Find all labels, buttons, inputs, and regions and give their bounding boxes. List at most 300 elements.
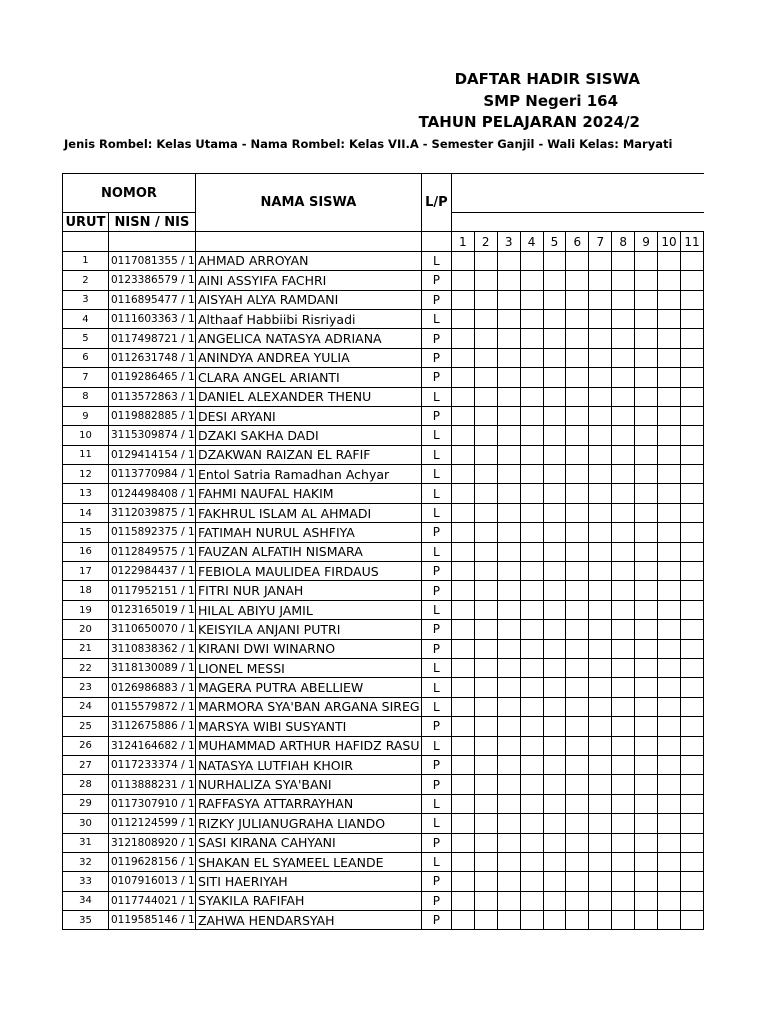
attendance-cell[interactable] xyxy=(474,697,497,716)
attendance-cell[interactable] xyxy=(474,620,497,639)
attendance-cell[interactable] xyxy=(658,368,681,387)
attendance-cell[interactable] xyxy=(658,911,681,930)
attendance-cell[interactable] xyxy=(680,368,703,387)
attendance-cell[interactable] xyxy=(658,639,681,658)
attendance-cell[interactable] xyxy=(658,658,681,677)
attendance-cell[interactable] xyxy=(520,620,543,639)
attendance-cell[interactable] xyxy=(635,271,658,290)
attendance-cell[interactable] xyxy=(635,639,658,658)
attendance-cell[interactable] xyxy=(635,911,658,930)
attendance-cell[interactable] xyxy=(451,562,474,581)
attendance-cell[interactable] xyxy=(566,794,589,813)
attendance-cell[interactable] xyxy=(589,697,612,716)
attendance-cell[interactable] xyxy=(474,658,497,677)
attendance-cell[interactable] xyxy=(589,271,612,290)
attendance-cell[interactable] xyxy=(635,833,658,852)
attendance-cell[interactable] xyxy=(474,736,497,755)
attendance-cell[interactable] xyxy=(635,445,658,464)
attendance-cell[interactable] xyxy=(612,368,635,387)
attendance-cell[interactable] xyxy=(543,581,566,600)
attendance-cell[interactable] xyxy=(589,833,612,852)
attendance-cell[interactable] xyxy=(635,368,658,387)
attendance-cell[interactable] xyxy=(451,348,474,367)
attendance-cell[interactable] xyxy=(612,775,635,794)
attendance-cell[interactable] xyxy=(520,465,543,484)
attendance-cell[interactable] xyxy=(543,755,566,774)
attendance-cell[interactable] xyxy=(520,251,543,270)
attendance-cell[interactable] xyxy=(566,523,589,542)
attendance-cell[interactable] xyxy=(451,717,474,736)
attendance-cell[interactable] xyxy=(612,329,635,348)
attendance-cell[interactable] xyxy=(566,717,589,736)
attendance-cell[interactable] xyxy=(680,775,703,794)
attendance-cell[interactable] xyxy=(451,891,474,910)
attendance-cell[interactable] xyxy=(635,775,658,794)
attendance-cell[interactable] xyxy=(635,406,658,425)
attendance-cell[interactable] xyxy=(520,697,543,716)
attendance-cell[interactable] xyxy=(451,872,474,891)
attendance-cell[interactable] xyxy=(566,484,589,503)
attendance-cell[interactable] xyxy=(612,503,635,522)
attendance-cell[interactable] xyxy=(589,600,612,619)
attendance-cell[interactable] xyxy=(589,523,612,542)
attendance-cell[interactable] xyxy=(451,620,474,639)
attendance-cell[interactable] xyxy=(474,814,497,833)
attendance-cell[interactable] xyxy=(658,581,681,600)
attendance-cell[interactable] xyxy=(658,872,681,891)
attendance-cell[interactable] xyxy=(451,600,474,619)
attendance-cell[interactable] xyxy=(566,872,589,891)
attendance-cell[interactable] xyxy=(474,329,497,348)
attendance-cell[interactable] xyxy=(497,542,520,561)
attendance-cell[interactable] xyxy=(566,775,589,794)
attendance-cell[interactable] xyxy=(566,271,589,290)
attendance-cell[interactable] xyxy=(658,348,681,367)
attendance-cell[interactable] xyxy=(497,290,520,309)
attendance-cell[interactable] xyxy=(566,833,589,852)
attendance-cell[interactable] xyxy=(520,600,543,619)
attendance-cell[interactable] xyxy=(497,309,520,328)
attendance-cell[interactable] xyxy=(451,368,474,387)
attendance-cell[interactable] xyxy=(543,833,566,852)
attendance-cell[interactable] xyxy=(635,309,658,328)
attendance-cell[interactable] xyxy=(635,581,658,600)
attendance-cell[interactable] xyxy=(474,678,497,697)
attendance-cell[interactable] xyxy=(543,717,566,736)
attendance-cell[interactable] xyxy=(497,794,520,813)
attendance-cell[interactable] xyxy=(520,833,543,852)
attendance-cell[interactable] xyxy=(566,406,589,425)
attendance-cell[interactable] xyxy=(497,581,520,600)
attendance-cell[interactable] xyxy=(543,872,566,891)
attendance-cell[interactable] xyxy=(658,891,681,910)
attendance-cell[interactable] xyxy=(543,445,566,464)
attendance-cell[interactable] xyxy=(612,542,635,561)
attendance-cell[interactable] xyxy=(451,523,474,542)
attendance-cell[interactable] xyxy=(451,794,474,813)
attendance-cell[interactable] xyxy=(451,426,474,445)
attendance-cell[interactable] xyxy=(520,348,543,367)
attendance-cell[interactable] xyxy=(474,852,497,871)
attendance-cell[interactable] xyxy=(680,872,703,891)
attendance-cell[interactable] xyxy=(451,814,474,833)
attendance-cell[interactable] xyxy=(474,833,497,852)
attendance-cell[interactable] xyxy=(520,794,543,813)
attendance-cell[interactable] xyxy=(589,542,612,561)
attendance-cell[interactable] xyxy=(543,639,566,658)
attendance-cell[interactable] xyxy=(520,755,543,774)
attendance-cell[interactable] xyxy=(520,445,543,464)
attendance-cell[interactable] xyxy=(497,426,520,445)
attendance-cell[interactable] xyxy=(589,658,612,677)
attendance-cell[interactable] xyxy=(612,562,635,581)
attendance-cell[interactable] xyxy=(451,387,474,406)
attendance-cell[interactable] xyxy=(680,445,703,464)
attendance-cell[interactable] xyxy=(543,697,566,716)
attendance-cell[interactable] xyxy=(566,368,589,387)
attendance-cell[interactable] xyxy=(566,891,589,910)
attendance-cell[interactable] xyxy=(520,891,543,910)
attendance-cell[interactable] xyxy=(658,290,681,309)
attendance-cell[interactable] xyxy=(680,406,703,425)
attendance-cell[interactable] xyxy=(612,426,635,445)
attendance-cell[interactable] xyxy=(612,911,635,930)
attendance-cell[interactable] xyxy=(497,251,520,270)
attendance-cell[interactable] xyxy=(589,406,612,425)
attendance-cell[interactable] xyxy=(566,329,589,348)
attendance-cell[interactable] xyxy=(680,755,703,774)
attendance-cell[interactable] xyxy=(520,484,543,503)
attendance-cell[interactable] xyxy=(497,348,520,367)
attendance-cell[interactable] xyxy=(612,755,635,774)
attendance-cell[interactable] xyxy=(612,658,635,677)
attendance-cell[interactable] xyxy=(520,872,543,891)
attendance-cell[interactable] xyxy=(589,368,612,387)
attendance-cell[interactable] xyxy=(680,911,703,930)
attendance-cell[interactable] xyxy=(474,309,497,328)
attendance-cell[interactable] xyxy=(474,445,497,464)
attendance-cell[interactable] xyxy=(589,329,612,348)
attendance-cell[interactable] xyxy=(635,891,658,910)
attendance-cell[interactable] xyxy=(658,426,681,445)
attendance-cell[interactable] xyxy=(451,542,474,561)
attendance-cell[interactable] xyxy=(589,639,612,658)
attendance-cell[interactable] xyxy=(474,348,497,367)
attendance-cell[interactable] xyxy=(451,290,474,309)
attendance-cell[interactable] xyxy=(520,658,543,677)
attendance-cell[interactable] xyxy=(497,658,520,677)
attendance-cell[interactable] xyxy=(497,872,520,891)
attendance-cell[interactable] xyxy=(566,814,589,833)
attendance-cell[interactable] xyxy=(520,387,543,406)
attendance-cell[interactable] xyxy=(680,542,703,561)
attendance-cell[interactable] xyxy=(543,348,566,367)
attendance-cell[interactable] xyxy=(566,911,589,930)
attendance-cell[interactable] xyxy=(612,833,635,852)
attendance-cell[interactable] xyxy=(543,736,566,755)
attendance-cell[interactable] xyxy=(451,484,474,503)
attendance-cell[interactable] xyxy=(635,697,658,716)
attendance-cell[interactable] xyxy=(543,775,566,794)
attendance-cell[interactable] xyxy=(566,620,589,639)
attendance-cell[interactable] xyxy=(474,426,497,445)
attendance-cell[interactable] xyxy=(658,503,681,522)
attendance-cell[interactable] xyxy=(474,523,497,542)
attendance-cell[interactable] xyxy=(658,852,681,871)
attendance-cell[interactable] xyxy=(543,891,566,910)
attendance-cell[interactable] xyxy=(612,406,635,425)
attendance-cell[interactable] xyxy=(658,697,681,716)
attendance-cell[interactable] xyxy=(474,542,497,561)
attendance-cell[interactable] xyxy=(612,348,635,367)
attendance-cell[interactable] xyxy=(451,639,474,658)
attendance-cell[interactable] xyxy=(474,290,497,309)
attendance-cell[interactable] xyxy=(635,678,658,697)
attendance-cell[interactable] xyxy=(520,775,543,794)
attendance-cell[interactable] xyxy=(680,503,703,522)
attendance-cell[interactable] xyxy=(474,600,497,619)
attendance-cell[interactable] xyxy=(543,503,566,522)
attendance-cell[interactable] xyxy=(520,736,543,755)
attendance-cell[interactable] xyxy=(543,542,566,561)
attendance-cell[interactable] xyxy=(566,542,589,561)
attendance-cell[interactable] xyxy=(635,465,658,484)
attendance-cell[interactable] xyxy=(589,911,612,930)
attendance-cell[interactable] xyxy=(520,542,543,561)
attendance-cell[interactable] xyxy=(658,620,681,639)
attendance-cell[interactable] xyxy=(612,251,635,270)
attendance-cell[interactable] xyxy=(635,348,658,367)
attendance-cell[interactable] xyxy=(497,271,520,290)
attendance-cell[interactable] xyxy=(520,309,543,328)
attendance-cell[interactable] xyxy=(451,445,474,464)
attendance-cell[interactable] xyxy=(566,697,589,716)
attendance-cell[interactable] xyxy=(566,426,589,445)
attendance-cell[interactable] xyxy=(566,639,589,658)
attendance-cell[interactable] xyxy=(543,852,566,871)
attendance-cell[interactable] xyxy=(497,678,520,697)
attendance-cell[interactable] xyxy=(589,872,612,891)
attendance-cell[interactable] xyxy=(520,678,543,697)
attendance-cell[interactable] xyxy=(680,329,703,348)
attendance-cell[interactable] xyxy=(612,697,635,716)
attendance-cell[interactable] xyxy=(680,794,703,813)
attendance-cell[interactable] xyxy=(474,368,497,387)
attendance-cell[interactable] xyxy=(658,717,681,736)
attendance-cell[interactable] xyxy=(612,717,635,736)
attendance-cell[interactable] xyxy=(566,852,589,871)
attendance-cell[interactable] xyxy=(680,484,703,503)
attendance-cell[interactable] xyxy=(589,736,612,755)
attendance-cell[interactable] xyxy=(451,911,474,930)
attendance-cell[interactable] xyxy=(612,852,635,871)
attendance-cell[interactable] xyxy=(451,581,474,600)
attendance-cell[interactable] xyxy=(680,620,703,639)
attendance-cell[interactable] xyxy=(566,465,589,484)
attendance-cell[interactable] xyxy=(589,465,612,484)
attendance-cell[interactable] xyxy=(658,484,681,503)
attendance-cell[interactable] xyxy=(658,445,681,464)
attendance-cell[interactable] xyxy=(543,600,566,619)
attendance-cell[interactable] xyxy=(497,833,520,852)
attendance-cell[interactable] xyxy=(451,406,474,425)
attendance-cell[interactable] xyxy=(612,872,635,891)
attendance-cell[interactable] xyxy=(680,290,703,309)
attendance-cell[interactable] xyxy=(680,736,703,755)
attendance-cell[interactable] xyxy=(451,755,474,774)
attendance-cell[interactable] xyxy=(497,600,520,619)
attendance-cell[interactable] xyxy=(658,406,681,425)
attendance-cell[interactable] xyxy=(474,581,497,600)
attendance-cell[interactable] xyxy=(497,465,520,484)
attendance-cell[interactable] xyxy=(589,755,612,774)
attendance-cell[interactable] xyxy=(635,426,658,445)
attendance-cell[interactable] xyxy=(680,309,703,328)
attendance-cell[interactable] xyxy=(658,329,681,348)
attendance-cell[interactable] xyxy=(520,639,543,658)
attendance-cell[interactable] xyxy=(520,562,543,581)
attendance-cell[interactable] xyxy=(451,271,474,290)
attendance-cell[interactable] xyxy=(451,465,474,484)
attendance-cell[interactable] xyxy=(589,852,612,871)
attendance-cell[interactable] xyxy=(474,271,497,290)
attendance-cell[interactable] xyxy=(566,658,589,677)
attendance-cell[interactable] xyxy=(497,911,520,930)
attendance-cell[interactable] xyxy=(543,658,566,677)
attendance-cell[interactable] xyxy=(680,251,703,270)
attendance-cell[interactable] xyxy=(451,658,474,677)
attendance-cell[interactable] xyxy=(589,251,612,270)
attendance-cell[interactable] xyxy=(566,445,589,464)
attendance-cell[interactable] xyxy=(451,503,474,522)
attendance-cell[interactable] xyxy=(635,542,658,561)
attendance-cell[interactable] xyxy=(520,271,543,290)
attendance-cell[interactable] xyxy=(658,271,681,290)
attendance-cell[interactable] xyxy=(497,620,520,639)
attendance-cell[interactable] xyxy=(543,406,566,425)
attendance-cell[interactable] xyxy=(589,426,612,445)
attendance-cell[interactable] xyxy=(589,503,612,522)
attendance-cell[interactable] xyxy=(566,678,589,697)
attendance-cell[interactable] xyxy=(543,426,566,445)
attendance-cell[interactable] xyxy=(474,891,497,910)
attendance-cell[interactable] xyxy=(635,562,658,581)
attendance-cell[interactable] xyxy=(543,794,566,813)
attendance-cell[interactable] xyxy=(635,872,658,891)
attendance-cell[interactable] xyxy=(451,309,474,328)
attendance-cell[interactable] xyxy=(612,736,635,755)
attendance-cell[interactable] xyxy=(612,620,635,639)
attendance-cell[interactable] xyxy=(589,678,612,697)
attendance-cell[interactable] xyxy=(474,503,497,522)
attendance-cell[interactable] xyxy=(680,271,703,290)
attendance-cell[interactable] xyxy=(658,387,681,406)
attendance-cell[interactable] xyxy=(520,426,543,445)
attendance-cell[interactable] xyxy=(589,562,612,581)
attendance-cell[interactable] xyxy=(658,678,681,697)
attendance-cell[interactable] xyxy=(635,717,658,736)
attendance-cell[interactable] xyxy=(520,368,543,387)
attendance-cell[interactable] xyxy=(520,406,543,425)
attendance-cell[interactable] xyxy=(543,368,566,387)
attendance-cell[interactable] xyxy=(497,717,520,736)
attendance-cell[interactable] xyxy=(543,562,566,581)
attendance-cell[interactable] xyxy=(566,562,589,581)
attendance-cell[interactable] xyxy=(520,852,543,871)
attendance-cell[interactable] xyxy=(497,387,520,406)
attendance-cell[interactable] xyxy=(680,852,703,871)
attendance-cell[interactable] xyxy=(612,639,635,658)
attendance-cell[interactable] xyxy=(635,290,658,309)
attendance-cell[interactable] xyxy=(543,678,566,697)
attendance-cell[interactable] xyxy=(612,600,635,619)
attendance-cell[interactable] xyxy=(520,911,543,930)
attendance-cell[interactable] xyxy=(589,620,612,639)
attendance-cell[interactable] xyxy=(566,348,589,367)
attendance-cell[interactable] xyxy=(474,484,497,503)
attendance-cell[interactable] xyxy=(543,911,566,930)
attendance-cell[interactable] xyxy=(680,600,703,619)
attendance-cell[interactable] xyxy=(635,794,658,813)
attendance-cell[interactable] xyxy=(612,891,635,910)
attendance-cell[interactable] xyxy=(589,581,612,600)
attendance-cell[interactable] xyxy=(543,309,566,328)
attendance-cell[interactable] xyxy=(451,251,474,270)
attendance-cell[interactable] xyxy=(680,639,703,658)
attendance-cell[interactable] xyxy=(497,755,520,774)
attendance-cell[interactable] xyxy=(474,387,497,406)
attendance-cell[interactable] xyxy=(566,600,589,619)
attendance-cell[interactable] xyxy=(451,736,474,755)
attendance-cell[interactable] xyxy=(658,600,681,619)
attendance-cell[interactable] xyxy=(451,697,474,716)
attendance-cell[interactable] xyxy=(680,717,703,736)
attendance-cell[interactable] xyxy=(543,620,566,639)
attendance-cell[interactable] xyxy=(566,309,589,328)
attendance-cell[interactable] xyxy=(451,852,474,871)
attendance-cell[interactable] xyxy=(497,406,520,425)
attendance-cell[interactable] xyxy=(520,290,543,309)
attendance-cell[interactable] xyxy=(658,775,681,794)
attendance-cell[interactable] xyxy=(612,678,635,697)
attendance-cell[interactable] xyxy=(497,697,520,716)
attendance-cell[interactable] xyxy=(658,562,681,581)
attendance-cell[interactable] xyxy=(612,523,635,542)
attendance-cell[interactable] xyxy=(589,814,612,833)
attendance-cell[interactable] xyxy=(680,697,703,716)
attendance-cell[interactable] xyxy=(658,794,681,813)
attendance-cell[interactable] xyxy=(589,717,612,736)
attendance-cell[interactable] xyxy=(497,368,520,387)
attendance-cell[interactable] xyxy=(589,484,612,503)
attendance-cell[interactable] xyxy=(635,484,658,503)
attendance-cell[interactable] xyxy=(474,465,497,484)
attendance-cell[interactable] xyxy=(589,387,612,406)
attendance-cell[interactable] xyxy=(543,329,566,348)
attendance-cell[interactable] xyxy=(497,852,520,871)
attendance-cell[interactable] xyxy=(543,290,566,309)
attendance-cell[interactable] xyxy=(566,387,589,406)
attendance-cell[interactable] xyxy=(543,387,566,406)
attendance-cell[interactable] xyxy=(497,891,520,910)
attendance-cell[interactable] xyxy=(589,794,612,813)
attendance-cell[interactable] xyxy=(543,814,566,833)
attendance-cell[interactable] xyxy=(451,678,474,697)
attendance-cell[interactable] xyxy=(658,309,681,328)
attendance-cell[interactable] xyxy=(589,445,612,464)
attendance-cell[interactable] xyxy=(635,852,658,871)
attendance-cell[interactable] xyxy=(612,445,635,464)
